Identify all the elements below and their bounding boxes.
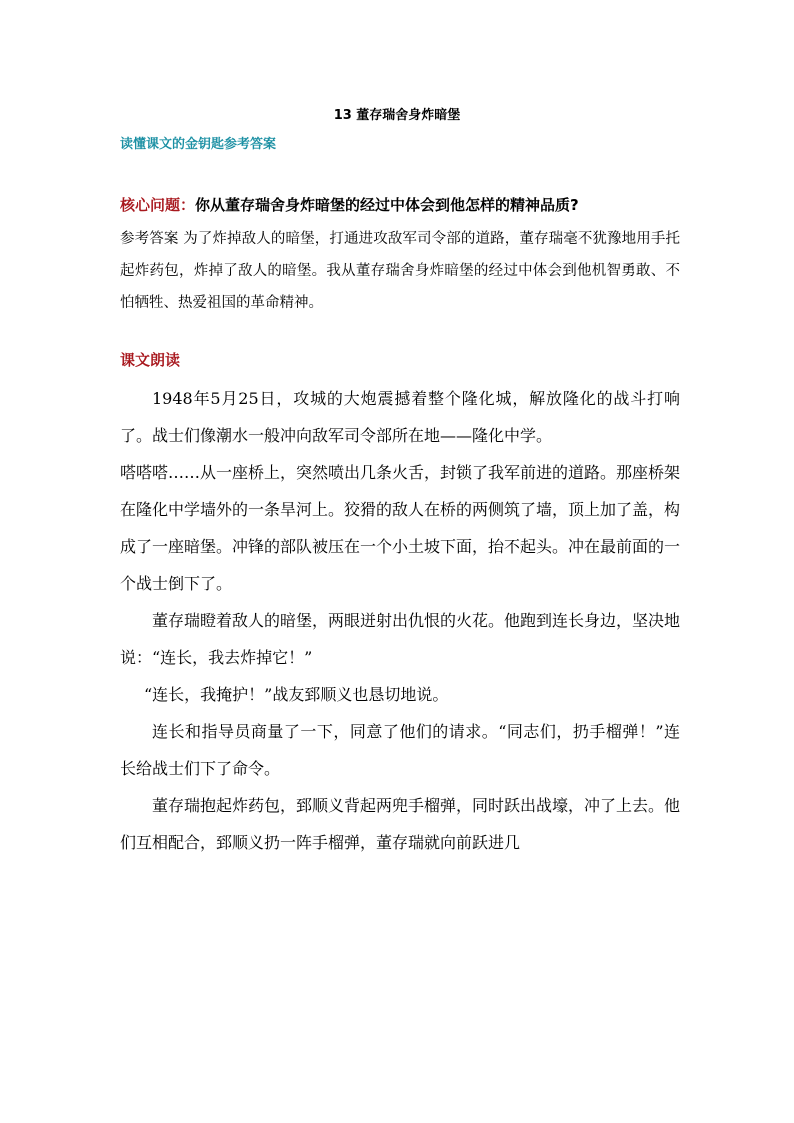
reference-answer-label: 参考答案: [120, 231, 179, 247]
reading-heading: 课文朗读: [120, 351, 181, 369]
core-question-text: 你从董存瑞舍身炸暗堡的经过中体会到他怎样的精神品质?: [195, 196, 579, 214]
reading-paragraph: 董存瑞抱起炸药包，郅顺义背起两兜手榴弹，同时跃出战壕，冲了上去。他们互相配合，郅顺义扔一阵手榴弹，董存瑞就向前跃进几: [120, 796, 681, 852]
page-title: 13 董存瑞舍身炸暗堡: [333, 108, 461, 123]
reading-paragraph: 连长和指导员商量了一下，同意了他们的请求。“同志们，扔手榴弹！”连长给战士们下了命令。: [120, 722, 680, 778]
key-answers-heading: 读懂课文的金钥匙参考答案: [120, 137, 277, 152]
reading-body: [120, 380, 680, 861]
reading-paragraph: “连长，我掩护！”战友郅顺义也恳切地说。: [144, 685, 449, 704]
reading-paragraph: 嗒嗒嗒……从一座桥上，突然喷出几条火舌，封锁了我军前进的道路。那座桥架在隆化中学墙外的一条旱河上。狡猾的敌人在桥的两侧筑了墙，顶上加了盖，构成了一座暗堡。冲锋的部队被压在一个小土坡下面，抬不起头。冲在最前面的一个战士倒下了。: [120, 463, 681, 593]
core-question: [120, 193, 680, 217]
reference-answer: [120, 223, 680, 319]
core-question-label: 核心问题：: [120, 196, 196, 214]
reference-answer-text: 为了炸掉敌人的暗堡，打通进攻敌军司令部的道路，董存瑞毫不犹豫地用手托起炸药包，炸掉了敌人的暗堡。我从董存瑞舍身炸暗堡的经过中体会到他机智勇敢、不怕牺牲、热爱祖国的革命精神。: [120, 231, 681, 311]
reading-paragraph: 董存瑞瞪着敌人的暗堡，两眼迸射出仇恨的火花。他跑到连长身边，坚决地说：“连长，我去炸掉它！”: [120, 611, 681, 667]
reading-paragraph: 1948年5月25日，攻城的大炮震撼着整个隆化城，解放隆化的战斗打响了。战士们像潮水一般冲向敌军司令部所在地——隆化中学。: [120, 389, 680, 445]
